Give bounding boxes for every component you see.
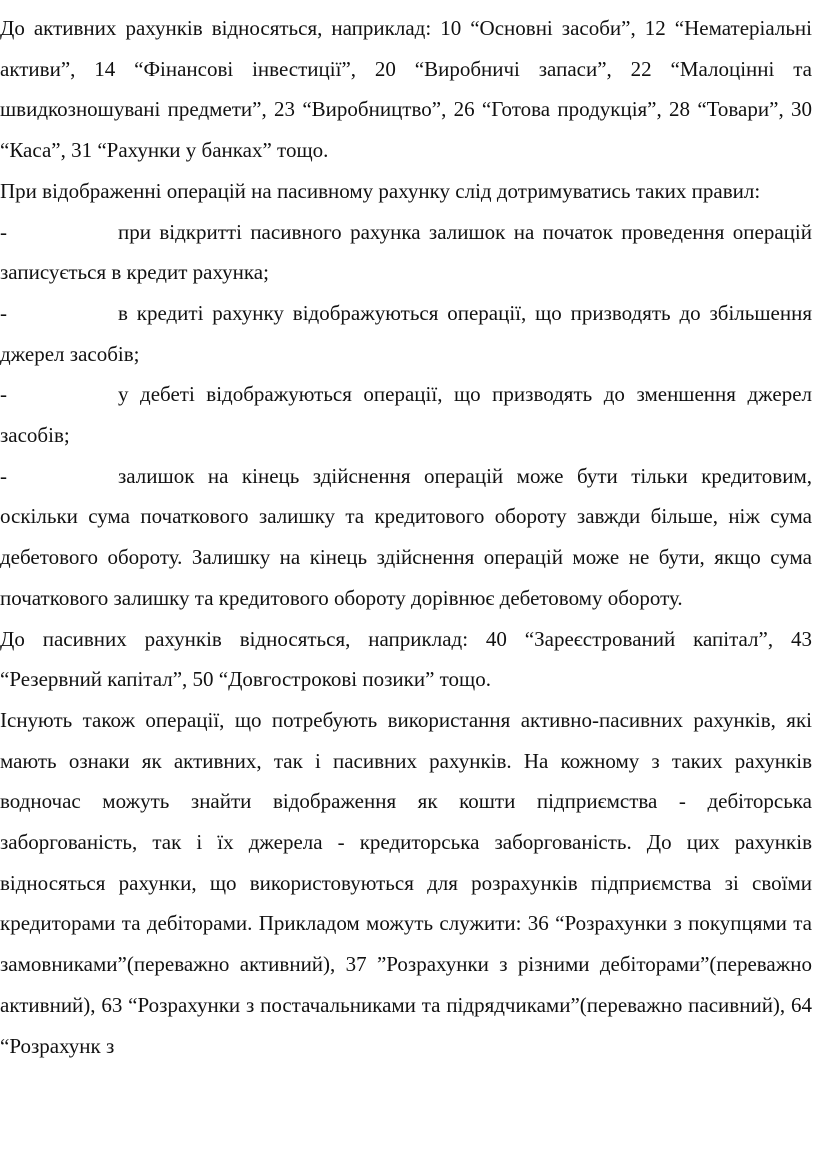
paragraph-passive-accounts: До пасивних рахунків відносяться, наприклад: 40 “Зареєстрований капітал”, 43 “Резервний капітал”, 50 “Довгострокові позики” тощо. xyxy=(0,626,812,692)
rule-text: при відкритті пасивного рахунка залишок на початок проведення операцій записується в кредит рахунка; xyxy=(0,219,812,285)
rule-bullet-3 xyxy=(0,374,812,455)
rule-text: в кредиті рахунку відображуються операції, що призводять до збільшення джерел засобів; xyxy=(0,300,812,366)
document-page xyxy=(0,8,812,1066)
paragraph-active-passive-accounts: Існують також операції, що потребують використання активно-пасивних рахунків, які мають ознаки як активних, так і пасивних рахунків. На кожному з таких рахунків водночас можуть знайти відображення як кошти підприємства - дебіторська заборгованість, так і їх джерела - кредиторська заборгованість. До цих рахунків відносяться рахунки, що використовуються для розрахунків підприємства зі своїми кредиторами та дебіторами. Прикладом можуть служити: 36 “Розрахунки з покупцями та замовниками”(переважно активний), 37 ”Розрахунки з різними дебіторами”(переважно активний), 63 “Розрахунки з постачальниками та підрядчиками”(переважно пасивний), 64 “Розрахунк з xyxy=(0,707,812,1058)
bullet-dash: - xyxy=(0,382,7,407)
bullet-dash: - xyxy=(0,300,7,325)
rule-bullet-4 xyxy=(0,456,812,619)
rule-text: залишок на кінець здійснення операцій може бути тільки кредитовим, оскільки сума початкового залишку та кредитового обороту завжди більше, ніж сума дебетового обороту. Залишку на кінець здійснення операцій може не бути, якщо сума початкового залишку та кредитового обороту дорівнює дебетовому обороту. xyxy=(0,463,812,610)
rule-bullet-1 xyxy=(0,212,812,293)
rule-bullet-2 xyxy=(0,293,812,374)
paragraph-active-accounts: До активних рахунків відносяться, наприклад: 10 “Основні засоби”, 12 “Нематеріальні активи”, 14 “Фінансові інвестиції”, 20 “Виробничі запаси”, 22 “Малоцінні та швидкозношувані предмети”, 23 “Виробництво”, 26 “Готова продукція”, 28 “Товари”, 30 “Каса”, 31 “Рахунки у банках” тощо. xyxy=(0,16,812,163)
paragraph-passive-rules-intro: При відображенні операцій на пасивному рахунку слід дотримуватись таких правил: xyxy=(0,178,761,203)
bullet-dash: - xyxy=(0,219,7,244)
rule-text: у дебеті відображуються операції, що призводять до зменшення джерел засобів; xyxy=(0,382,812,448)
bullet-dash: - xyxy=(0,463,7,488)
